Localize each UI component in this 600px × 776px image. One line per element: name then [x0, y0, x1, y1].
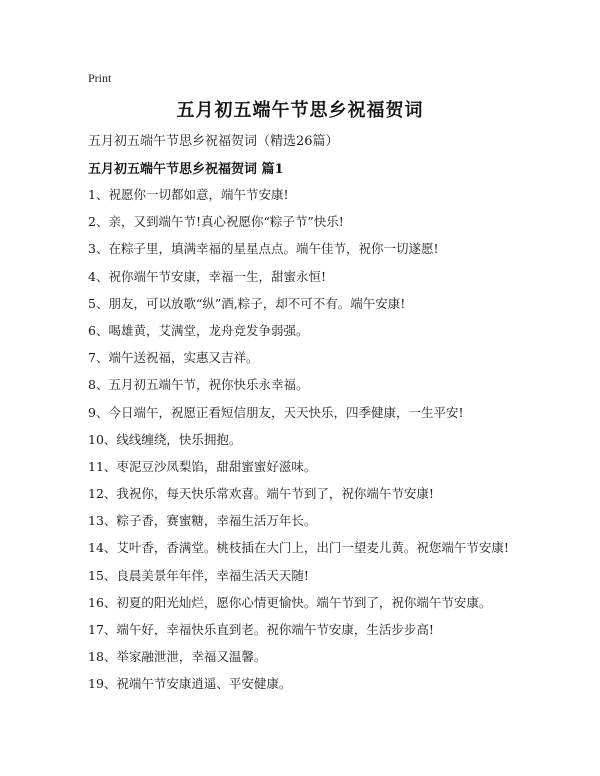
list-item: 1、祝愿你一切都如意，端午节安康!: [88, 187, 289, 202]
list-item: 7、端午送祝福，实惠又吉祥。: [88, 350, 259, 366]
list-item: 6、喝雄黄，艾满堂，龙舟竞发争弱强。: [88, 322, 309, 338]
list-item: 14、艾叶香，香满堂。桃枝插在大门上，出门一望麦儿黄。祝您端午节安康!: [88, 540, 509, 556]
subtitle: 五月初五端午节思乡祝福贺词（精选26篇）: [88, 134, 339, 149]
list-item: 17、端午好，幸福快乐直到老。祝你端午节安康，生活步步高!: [88, 622, 434, 637]
list-item: 10、线线缠绕，快乐拥抱。: [88, 431, 242, 447]
list-item: 8、五月初五端午节，祝你快乐永幸福。: [88, 377, 309, 393]
list-item: 15、良晨美景年年伴，幸福生活天天随!: [88, 567, 309, 583]
list-item: 12、我祝你，每天快乐常欢喜。端午节到了，祝你端午节安康!: [88, 486, 434, 502]
list-item: 19、祝端午节安康逍遥、平安健康。: [88, 676, 292, 692]
list-item: 13、粽子香，赛蜜糖，幸福生活万年长。: [88, 513, 317, 529]
list-item: 3、在粽子里，填满幸福的星星点点。端午佳节，祝你一切遂愿!: [88, 241, 439, 257]
greeting-list: [88, 185, 568, 702]
section-heading: 五月初五端午节思乡祝福贺词 篇1: [88, 162, 284, 177]
list-item: 16、初夏的阳光灿烂，愿你心情更愉快。端午节到了，祝你端午节安康。: [88, 594, 492, 610]
list-item: 2、亲，又到端午节!真心祝愿你“粽子节”快乐!: [88, 214, 344, 230]
list-item: 9、今日端午，祝愿正看短信朋友，天天快乐，四季健康，一生平安!: [88, 404, 464, 420]
list-item: 4、祝你端午节安康，幸福一生，甜蜜永恒!: [88, 268, 326, 284]
list-item: 5、朋友，可以放歌“纵”酒,粽子，却不可不有。端午安康!: [88, 295, 406, 311]
page-title: 五月初五端午节思乡祝福贺词: [176, 100, 424, 121]
list-item: 11、枣泥豆沙凤梨馅，甜甜蜜蜜好滋味。: [88, 458, 317, 474]
print-link[interactable]: Print: [88, 71, 112, 85]
list-item: 18、举家融泄泄，幸福又温馨。: [88, 649, 267, 665]
